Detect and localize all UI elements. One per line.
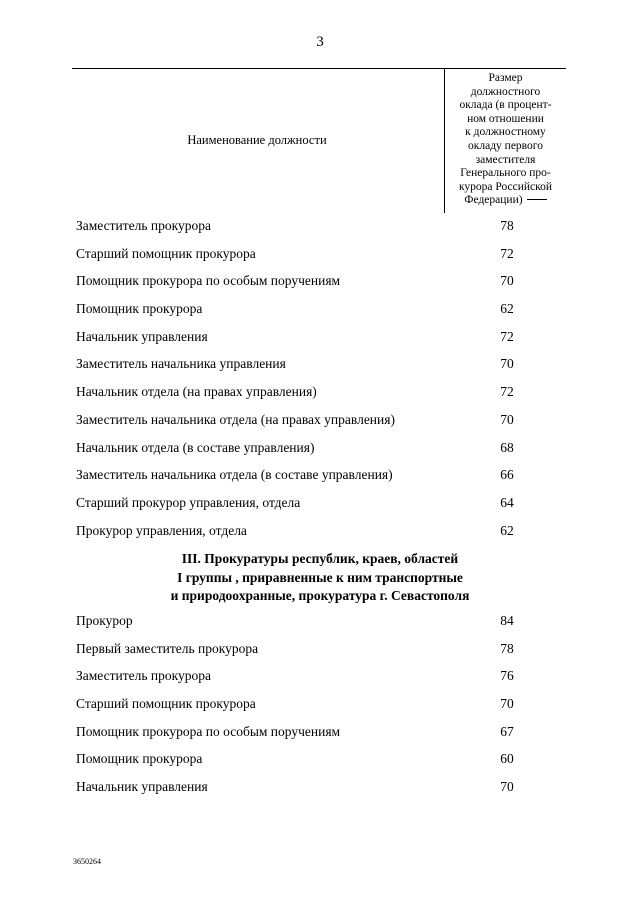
table-row xyxy=(72,412,566,440)
section-title-line: III. Прокуратуры республик, краев, областей xyxy=(181,551,459,566)
salary-percent-value: 62 xyxy=(500,522,514,538)
table-row xyxy=(72,467,566,495)
table-row xyxy=(72,440,566,468)
position-name: Помощник прокурора по особым поручениям xyxy=(76,723,341,739)
table-body-part-1 xyxy=(72,218,566,550)
table-row xyxy=(72,356,566,384)
salary-percent-value: 78 xyxy=(500,218,514,233)
salary-percent-value: 76 xyxy=(500,668,514,684)
salary-percent-value: 67 xyxy=(500,723,514,739)
table-row xyxy=(72,218,566,246)
position-name: Старший прокурор управления, отдела xyxy=(76,494,301,510)
position-name: Заместитель начальника отдела (в составе управления) xyxy=(76,467,393,483)
salary-percent-value: 70 xyxy=(500,696,514,712)
position-name: Начальник управления xyxy=(76,779,208,795)
column-header-position-name: Наименование должности xyxy=(187,133,327,147)
header-line: оклада (в процент- xyxy=(459,99,552,112)
page-number: 3 xyxy=(316,34,324,50)
header-line: Генерального про- xyxy=(460,167,551,180)
position-name: Помощник прокурора xyxy=(76,301,203,317)
salary-percent-value: 70 xyxy=(500,411,514,427)
header-underline xyxy=(527,199,547,200)
table-row xyxy=(72,301,566,329)
header-line: Федерации) xyxy=(464,194,523,207)
table-row xyxy=(72,696,566,724)
column-header-salary-percent xyxy=(444,69,566,213)
header-line-last xyxy=(445,194,566,208)
position-name: Первый заместитель прокурора xyxy=(76,640,259,656)
position-name: Старший помощник прокурора xyxy=(76,245,256,261)
position-name: Прокурор xyxy=(76,613,133,628)
header-line: ном отношении xyxy=(467,112,544,125)
position-name: Заместитель прокурора xyxy=(76,218,211,233)
position-name: Заместитель прокурора xyxy=(76,668,211,684)
header-line: заместителя xyxy=(475,153,536,166)
table-row xyxy=(72,384,566,412)
salary-percent-value: 68 xyxy=(500,439,514,455)
table-row xyxy=(72,613,566,641)
position-name: Начальник отдела (в составе управления) xyxy=(76,439,315,455)
salary-percent-value: 72 xyxy=(500,245,514,261)
table-body-part-2 xyxy=(72,613,566,807)
salary-percent-value: 70 xyxy=(500,779,514,795)
table-row xyxy=(72,273,566,301)
position-name: Помощник прокурора xyxy=(76,751,203,767)
table-row xyxy=(72,329,566,357)
table-row xyxy=(72,246,566,274)
table-row xyxy=(72,495,566,523)
salary-percent-value: 66 xyxy=(500,467,514,483)
header-line: окладу первого xyxy=(468,139,543,152)
table-row xyxy=(72,668,566,696)
salary-percent-value: 72 xyxy=(500,328,514,344)
section-title-line: I группы , приравненные к ним транспортные xyxy=(177,569,463,585)
header-line: курора Российской xyxy=(458,180,553,193)
table-row xyxy=(72,779,566,807)
table-row xyxy=(72,641,566,669)
salary-percent-value: 78 xyxy=(500,640,514,656)
table-header xyxy=(72,68,566,213)
table-row xyxy=(72,724,566,752)
position-name: Начальник управления xyxy=(76,328,208,344)
salary-percent-value: 72 xyxy=(500,384,514,400)
header-line: должностного xyxy=(470,85,541,98)
salary-percent-value: 60 xyxy=(500,751,514,767)
section-title-line: и природоохранные, прокуратура г. Севастополя xyxy=(170,588,470,603)
salary-percent-value: 70 xyxy=(500,356,514,372)
position-name: Прокурор управления, отдела xyxy=(76,522,247,538)
salary-percent-value: 70 xyxy=(500,273,514,289)
position-name: Заместитель начальника управления xyxy=(76,356,286,372)
salary-percent-value: 84 xyxy=(500,613,514,628)
table-row xyxy=(72,751,566,779)
position-name: Начальник отдела (на правах управления) xyxy=(76,384,317,400)
salary-percent-value: 62 xyxy=(500,301,514,317)
header-line: Размер xyxy=(488,72,523,84)
section-title xyxy=(0,550,640,606)
document-code: 3650264 xyxy=(73,857,101,866)
position-name: Старший помощник прокурора xyxy=(76,696,256,712)
position-name: Заместитель начальника отдела (на правах управления) xyxy=(76,411,395,427)
salary-percent-value: 64 xyxy=(500,494,514,510)
position-name: Помощник прокурора по особым поручениям xyxy=(76,273,341,289)
table-row xyxy=(72,523,566,551)
header-line: к должностному xyxy=(465,126,546,139)
